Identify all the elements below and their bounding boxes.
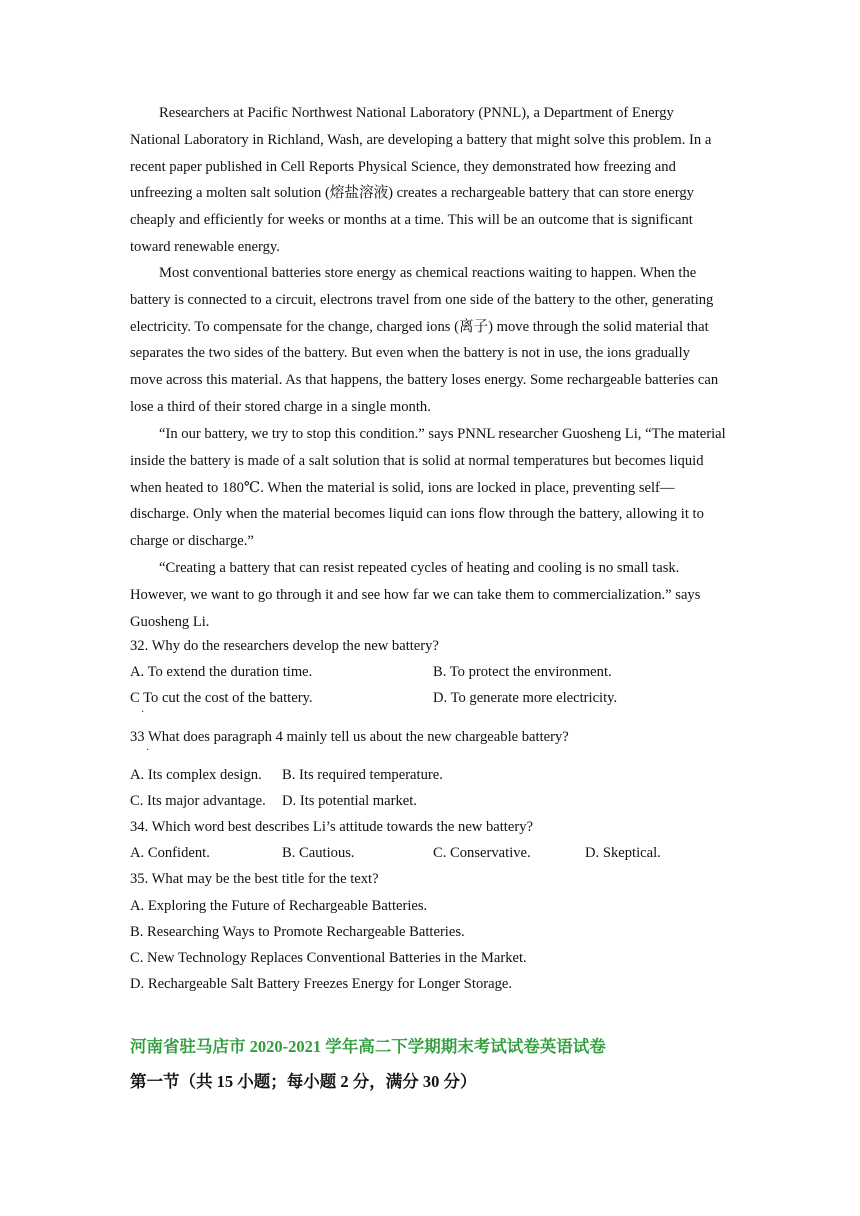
passage-paragraph-1: Researchers at Pacific Northwest National Laboratory (PNNL), a Department of Energy National Laboratory in Richland, Wash, are developing a battery that might solve this problem. In a recent paper published in Cell Reports Physical Science, they demonstrated how freezing and unfreezing a molten salt solution (熔盐溶液) creates a rechargeable battery that can store energy cheaply and efficiently for weeks or months at a time. This will be an outcome that is significant toward renewable energy. xyxy=(130,105,712,255)
question-33-stem: 33 What does paragraph 4 mainly tell us about the new chargeable battery? xyxy=(130,729,569,745)
question-32-option-c: C To cut the cost of the battery. xyxy=(130,690,313,706)
emphasis-dot: · xyxy=(146,745,150,756)
question-34-stem: 34. Which word best describes Li’s attitude towards the new battery? xyxy=(130,819,533,835)
section-heading: 第一节（共 15 小题；每小题 2 分，满分 30 分） xyxy=(130,1072,477,1091)
question-35-stem: 35. What may be the best title for the text? xyxy=(130,871,379,887)
question-32-option-a: A. To extend the duration time. xyxy=(130,664,313,680)
question-34-option-c: C. Conservative. xyxy=(433,845,531,861)
question-35-option-d: D. Rechargeable Salt Battery Freezes Energy for Longer Storage. xyxy=(130,976,513,992)
question-33-option-c: C. Its major advantage. xyxy=(130,793,266,809)
question-35-option-b: B. Researching Ways to Promote Rechargeable Batteries. xyxy=(130,924,465,940)
question-33-option-b: B. Its required temperature. xyxy=(282,767,443,783)
question-33-option-d: D. Its potential market. xyxy=(282,793,417,809)
question-34-option-d: D. Skeptical. xyxy=(585,845,661,861)
passage-paragraph-3: “In our battery, we try to stop this condition.” says PNNL researcher Guosheng Li, “The material inside the battery is made of a salt solution that is solid at normal temperatures but becomes liquid when heated to 180℃. When the material is solid, ions are locked in place, preventing self—discharge. Only when the material becomes liquid can ions flow through the battery, allowing it to charge or discharge.” xyxy=(130,426,726,550)
question-35-option-a: A. Exploring the Future of Rechargeable Batteries. xyxy=(130,898,428,914)
question-34-option-a: A. Confident. xyxy=(130,845,210,861)
question-33-option-a: A. Its complex design. xyxy=(130,767,262,783)
question-34-option-b: B. Cautious. xyxy=(282,845,355,861)
question-35-option-c: C. New Technology Replaces Conventional Batteries in the Market. xyxy=(130,950,527,966)
exam-title-heading: 河南省驻马店市 2020-2021 学年高二下学期期末考试试卷英语试卷 xyxy=(130,1037,606,1056)
emphasis-dot: · xyxy=(141,707,145,718)
passage-paragraph-4: “Creating a battery that can resist repeated cycles of heating and cooling is no small task. However, we want to go through it and see how far we can take them to commercialization.” says Guosheng Li. xyxy=(130,560,701,630)
passage-paragraph-2: Most conventional batteries store energy as chemical reactions waiting to happen. When the battery is connected to a circuit, electrons travel from one side of the battery to the other, generating electricity. To compensate for the change, charged ions (离子) move through the solid material that separates the two sides of the battery. But even when the battery is not in use, the ions gradually move across this material. As that happens, the battery loses energy. Some rechargeable batteries can lose a third of their stored charge in a single month. xyxy=(130,265,719,415)
question-32-option-b: B. To protect the environment. xyxy=(433,664,612,680)
question-32-option-d: D. To generate more electricity. xyxy=(433,690,618,706)
question-32-stem: 32. Why do the researchers develop the new battery? xyxy=(130,638,439,654)
